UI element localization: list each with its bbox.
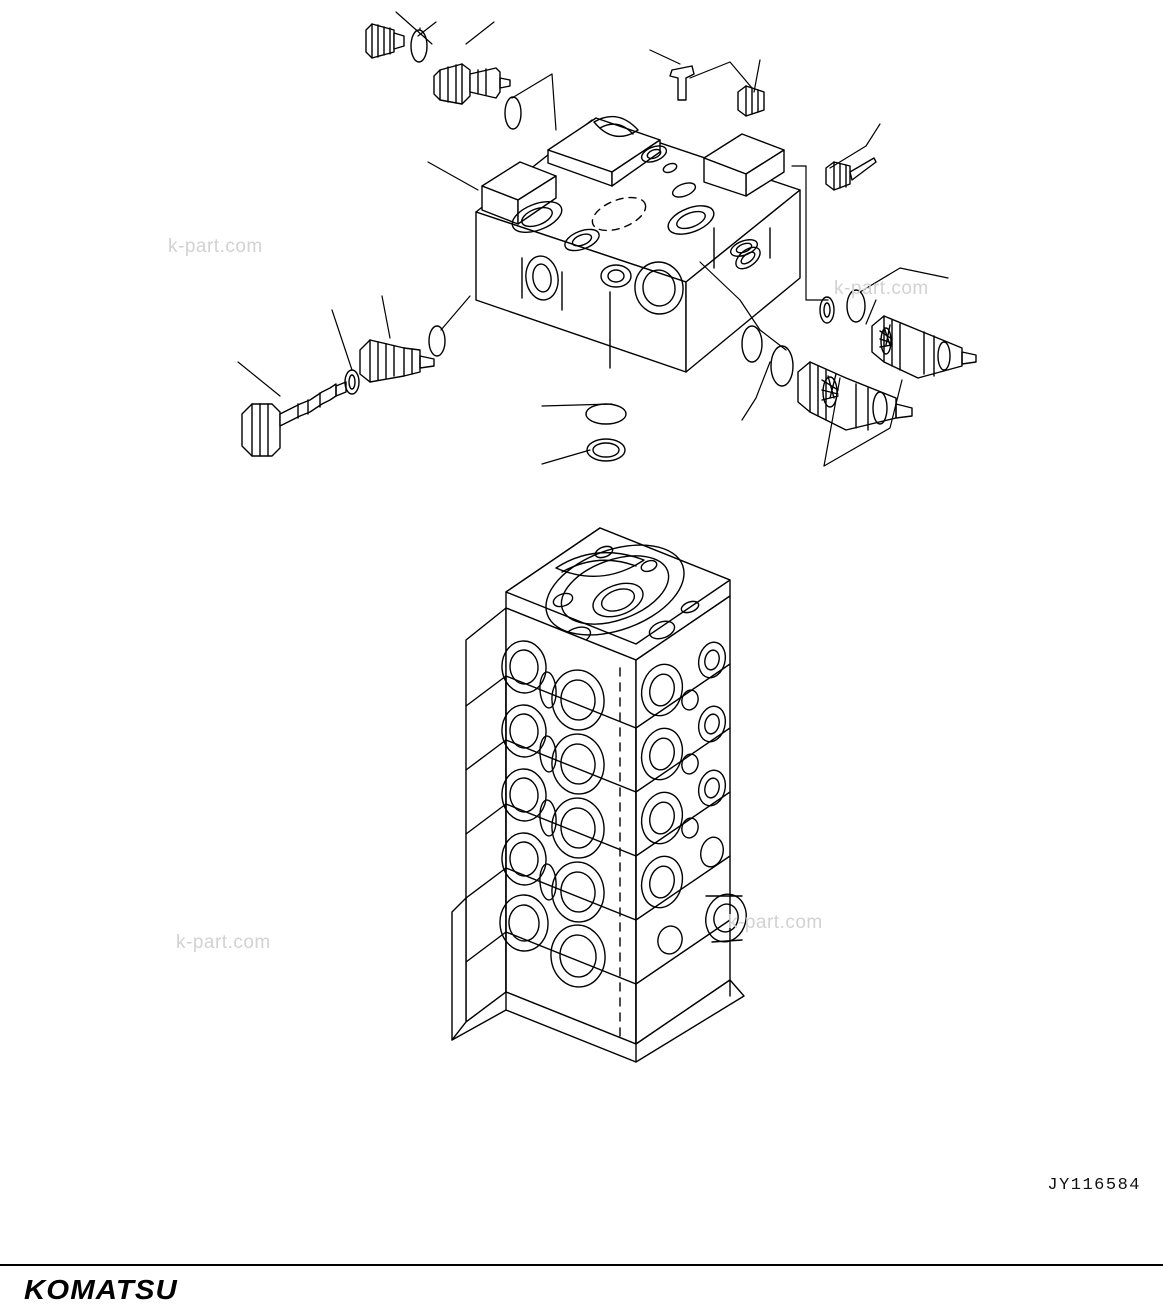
valve-assembly-view [452,528,751,1062]
part-spool-left [242,382,346,456]
part-oring-top-left-2 [505,97,521,129]
part-plug-top-left [366,24,404,58]
part-washer-center-bottom [587,439,625,461]
valve-body-exploded [476,117,800,372]
watermark: k-part.com [834,278,929,299]
watermark: k-part.com [728,912,823,933]
part-oring-left-1 [429,326,445,356]
part-oring-right-3 [771,346,793,386]
part-bolt-right [826,158,876,190]
part-fitting-top-left [434,64,510,104]
part-oring-right-2 [742,326,762,362]
part-plug-top-right [738,86,764,116]
part-washer-left-1 [345,370,359,394]
part-washer-right-1 [820,297,834,323]
watermark: k-part.com [168,236,263,257]
brand-logo: KOMATSU [24,1274,178,1305]
watermark: k-part.com [176,932,271,953]
part-oring-center-bottom [586,404,626,424]
part-cartridge-valve-lower-right [798,362,912,430]
part-relief-valve-left [360,340,434,382]
part-cartridge-valve-upper-right [872,316,976,378]
part-bolt-top-center [670,66,694,100]
footer-bar [0,1264,1163,1314]
drawing-number: JY116584 [1047,1176,1141,1195]
